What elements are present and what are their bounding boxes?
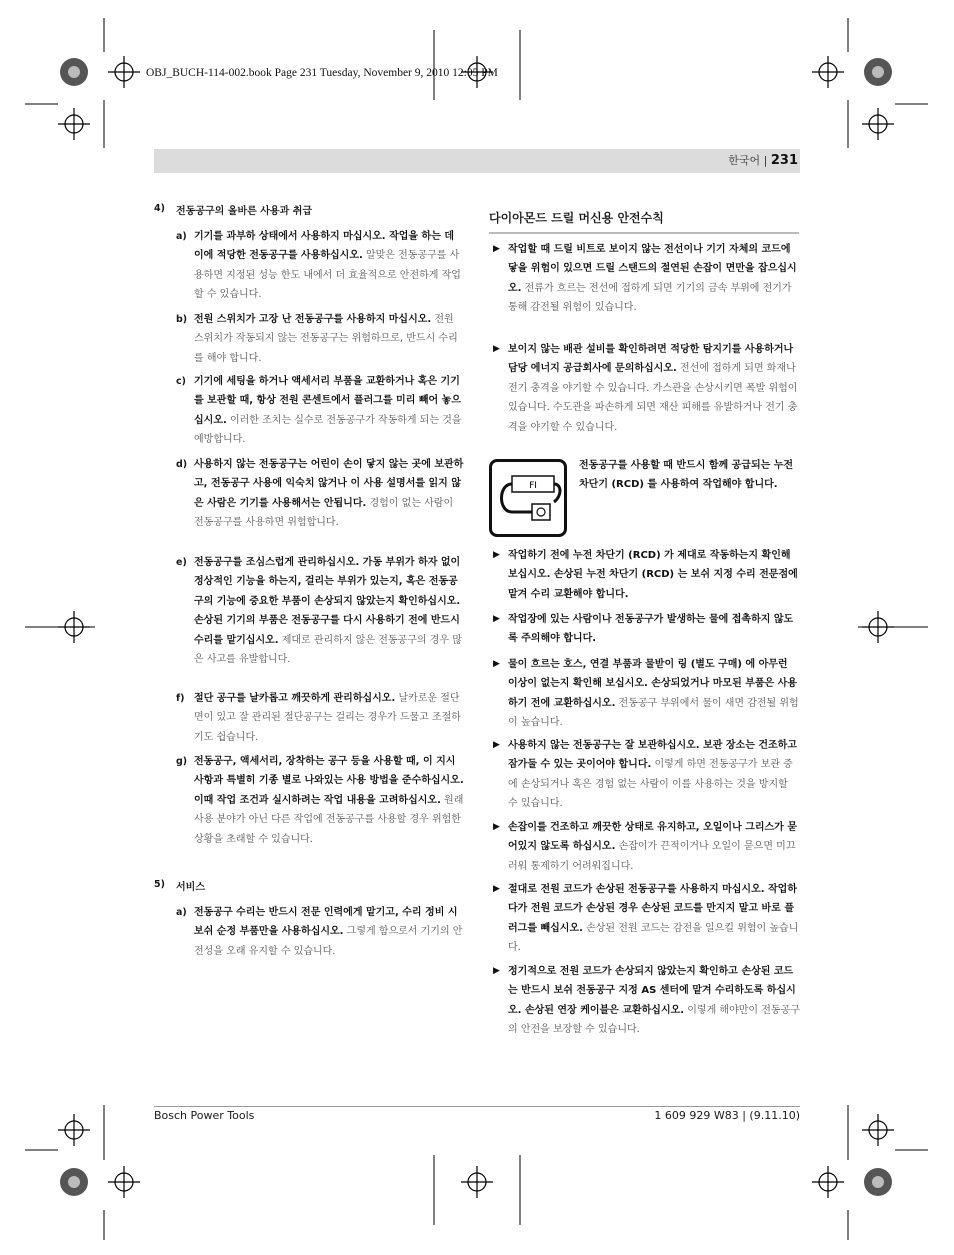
- left-item-5-0-bold-text: 전동공구 수리는 반드시 전문 인력에게 맡기고, 수리 정비 시 보쉬 순정 부품만을 사용하십시오.: [194, 907, 458, 938]
- left-item-4-5: [176, 689, 464, 747]
- left-item-4-3: [176, 455, 464, 533]
- left-item-4-1-normal-text: 전원 스위치가 작동되지 않는 전동공구는 위험하므로, 반드시 수리를 해야 합니다.: [194, 314, 458, 364]
- right-bullet-b2-normal-text: 전선에 접하게 되면 화재나 전기 충격을 야기할 수 있습니다. 가스관을 손상시키면 폭발 위험이 있습니다. 수도관을 파손하게 되면 재산 피해를 유발하거나 전기 충격을 야기할 수 있습니다.: [508, 363, 798, 433]
- right-bullet-b4-bold-text: 작업장에 있는 사람이나 전동공구가 발생하는 물에 접촉하지 않도록 주의해야 합니다.: [508, 614, 794, 645]
- print-slug: OBJ_BUCH-114-002.book Page 231 Tuesday, November 9, 2010 12:05 PM: [146, 67, 498, 79]
- right-bullet-b5: [493, 655, 800, 733]
- left-item-5-0-normal-text: 그렇게 함으로서 기기의 안전성을 오래 유지할 수 있습니다.: [194, 926, 463, 957]
- bullet-triangle-icon: ▶: [493, 740, 500, 750]
- page-header: [728, 152, 798, 168]
- left-item-5-0: [176, 903, 464, 961]
- right-bullet-b9: [493, 962, 800, 1040]
- right-bullet-b4: [493, 610, 800, 649]
- fi-label: FI: [529, 481, 537, 491]
- footer-doc-number: 1 609 929 W83 | (9.11.10): [654, 1109, 800, 1122]
- right-bullet-b1-normal-text: 전류가 흐르는 전선에 접하게 되면 기기의 금속 부위에 전기가 통해 감전될 위험이 있습니다.: [508, 282, 792, 314]
- bullet-triangle-icon: ▶: [493, 966, 500, 976]
- left-item-4-5-normal-text: 날카로운 절단면이 있고 잘 관리된 절단공구는 걸리는 경우가 드물고 조절하기도 쉽습니다.: [194, 693, 461, 743]
- left-item-4-0-bold-text: 기기를 과부하 상태에서 사용하지 마십시오. 작업을 하는 데 이에 적당한 전동공구를 사용하십시오.: [194, 231, 455, 262]
- right-bullet-b8-normal-text: 손상된 전원 코드는 감전을 일으킬 위험이 높습니다.: [508, 922, 799, 954]
- left-item-4-3-bold-text: 사용하지 않는 전동공구는 어린이 손이 닿지 않는 곳에 보관하고, 전동공구 사용에 익숙치 않거나 이 사용 설명서를 읽지 않은 사람은 기기를 사용해서는 안됩니다.: [194, 459, 464, 509]
- left-item-4-2-bold-text: 기기에 세팅을 하거나 액세서리 부품을 교환하거나 혹은 기기를 보관할 때, 항상 전원 콘센트에서 플러그를 미리 빼어 놓으십시오.: [194, 376, 461, 426]
- left-item-4-0: [176, 227, 464, 305]
- right-bullet-b8: [493, 880, 800, 958]
- left-item-4-3-normal-text: 경험이 없는 사람이 전동공구를 사용하면 위험합니다.: [194, 497, 454, 529]
- header-band: [154, 149, 800, 173]
- right-bullet-b7: [493, 818, 800, 876]
- left-item-4-1-label: b): [176, 314, 188, 325]
- left-item-4-6-normal-text: 원래 사용 분야가 아닌 다른 작업에 전동공구를 사용할 경우 위험한 상황을 초래할 수 있습니다.: [194, 794, 464, 845]
- rcd-warning-text: [579, 456, 799, 495]
- right-bullet-b2-bold-text: 보이지 않는 배관 설비를 확인하려면 적당한 탐지기를 사용하거나 담당 에너지 공급회사에 문의하십시오.: [508, 344, 794, 375]
- section-number-5: 5): [154, 879, 165, 890]
- header-language: 한국어 |: [728, 154, 771, 167]
- right-bullet-b3-bold-text: 작업하기 전에 누전 차단기 (RCD) 가 제대로 작동하는지 확인해 보십시오. 손상된 누전 차단기 (RCD) 는 보쉬 지정 수리 전문점에 맡겨 수리 교환해야 합니다.: [508, 550, 798, 600]
- left-item-4-4-label: e): [176, 557, 187, 568]
- left-item-4-6: [176, 752, 464, 849]
- left-item-4-6-bold-text: 전동공구, 액세서리, 장착하는 공구 등을 사용할 때, 이 지시 사항과 특별히 기종 별로 나와있는 사용 방법을 준수하십시오. 이때 작업 조건과 실시하려는 작업 내용을 고려하십시오.: [194, 756, 464, 806]
- left-item-4-2-label: c): [176, 376, 186, 387]
- section-title-5: 서비스: [176, 882, 205, 893]
- bullet-triangle-icon: ▶: [493, 884, 500, 894]
- rcd-icon-box: [489, 459, 567, 537]
- right-bullet-b7-bold-text: 손잡이를 건조하고 깨끗한 상태로 유지하고, 오일이나 그리스가 묻어있지 않도록 하십시오.: [508, 822, 797, 853]
- left-item-4-0-normal-text: 알맞은 전동공구를 사용하면 지정된 성능 한도 내에서 더 효율적으로 안전하게 작업할 수 있습니다.: [194, 250, 461, 301]
- right-bullet-b7-normal-text: 손잡이가 끈적이거나 오일이 묻으면 미끄러워 통제하기 어려워집니다.: [508, 841, 796, 872]
- page-number: 231: [770, 153, 798, 168]
- footer-brand: Bosch Power Tools: [154, 1109, 255, 1122]
- right-bullet-b6: [493, 736, 800, 814]
- left-item-4-4-normal-text: 제대로 관리하지 않은 전동공구의 경우 많은 사고를 유발합니다.: [194, 634, 462, 666]
- left-item-4-2-normal-text: 이러한 조치는 실수로 전동공구가 작동하게 되는 것을 예방합니다.: [194, 414, 462, 446]
- right-bullet-b8-bold-text: 절대로 전원 코드가 손상된 전동공구를 사용하지 마십시오. 작업하다가 전원 코드가 손상된 경우 손상된 코드를 만지지 말고 바로 플러그를 빼십시오.: [508, 884, 797, 934]
- right-bullet-b1: [493, 240, 800, 318]
- section-title-4: 전동공구의 올바른 사용과 취급: [176, 206, 313, 217]
- right-bullet-b5-normal-text: 전동공구 부위에서 물이 새면 감전될 위험이 높습니다.: [508, 697, 799, 729]
- right-bullet-b2: [493, 340, 800, 437]
- left-item-4-4: [176, 553, 464, 669]
- left-item-4-3-label: d): [176, 459, 188, 470]
- left-item-5-0-label: a): [176, 907, 187, 918]
- title-rule: [489, 232, 799, 234]
- bullet-triangle-icon: ▶: [493, 344, 500, 354]
- left-item-4-5-bold-text: 절단 공구를 날카롭고 깨끗하게 관리하십시오.: [194, 693, 396, 704]
- left-item-4-1-bold-text: 전원 스위치가 고장 난 전동공구를 사용하지 마십시오.: [194, 314, 432, 325]
- left-item-4-2: [176, 372, 464, 450]
- right-bullet-b6-normal-text: 이렇게 하면 전동공구가 보관 중에 손상되거나 혹은 경험 없는 사람이 이를 사용하는 것을 방지할 수 있습니다.: [508, 759, 793, 810]
- right-section-title: 다이아몬드 드릴 머신용 안전수칙: [489, 211, 664, 225]
- rcd-warning-bold: 전동공구를 사용할 때 반드시 함께 공급되는 누전 차단기 (RCD) 를 사용하여 작업해야 합니다.: [579, 460, 794, 491]
- rcd-plug-icon: [492, 462, 564, 534]
- section-number-4: 4): [154, 203, 165, 214]
- right-bullet-b3: [493, 546, 800, 604]
- bullet-triangle-icon: ▶: [493, 822, 500, 832]
- right-bullet-b9-bold-text: 정기적으로 전원 코드가 손상되지 않았는지 확인하고 손상된 코드는 반드시 보쉬 전동공구 지정 AS 센터에 맡겨 수리하도록 하십시오. 손상된 연장 케이블은 교환하십시오.: [508, 966, 796, 1016]
- right-bullet-b9-normal-text: 이렇게 해야만이 전동공구의 안전을 보장할 수 있습니다.: [508, 1004, 800, 1036]
- bullet-triangle-icon: ▶: [493, 614, 500, 624]
- left-item-4-1: [176, 310, 464, 368]
- left-item-4-4-bold-text: 전동공구를 조심스럽게 관리하십시오. 가동 부위가 하자 없이 정상적인 기능을 하는지, 걸리는 부위가 있는지, 혹은 전동공구의 기능에 중요한 부품이 손상되지 않았는지 확인하십시오. 손상된 기기의 부품은 전동공구를 다시 사용하기 전에 반드시 수리를 맡기십시오.: [194, 557, 461, 646]
- right-bullet-b6-bold-text: 사용하지 않는 전동공구는 잘 보관하십시오. 보관 장소는 건조하고 잠가둘 수 있는 곳이어야 합니다.: [508, 740, 797, 771]
- bullet-triangle-icon: ▶: [493, 244, 500, 254]
- bullet-triangle-icon: ▶: [493, 550, 500, 560]
- bullet-triangle-icon: ▶: [493, 659, 500, 669]
- left-item-4-5-label: f): [176, 693, 185, 704]
- footer-rule: [154, 1106, 800, 1107]
- left-item-4-0-label: a): [176, 231, 187, 242]
- right-bullet-b1-bold-text: 작업할 때 드릴 비트로 보이지 않는 전선이나 기기 자체의 코드에 닿을 위험이 있으면 드릴 스탠드의 절연된 손잡이 면만을 잡으십시오.: [508, 244, 797, 294]
- left-item-4-6-label: g): [176, 756, 188, 767]
- right-bullet-b5-bold-text: 물이 흐르는 호스, 연결 부품과 물받이 링 (별도 구매) 에 아무런 이상이 없는지 확인해 보십시오. 손상되었거나 마모된 부품은 사용하기 전에 교환하십시오.: [508, 659, 797, 709]
